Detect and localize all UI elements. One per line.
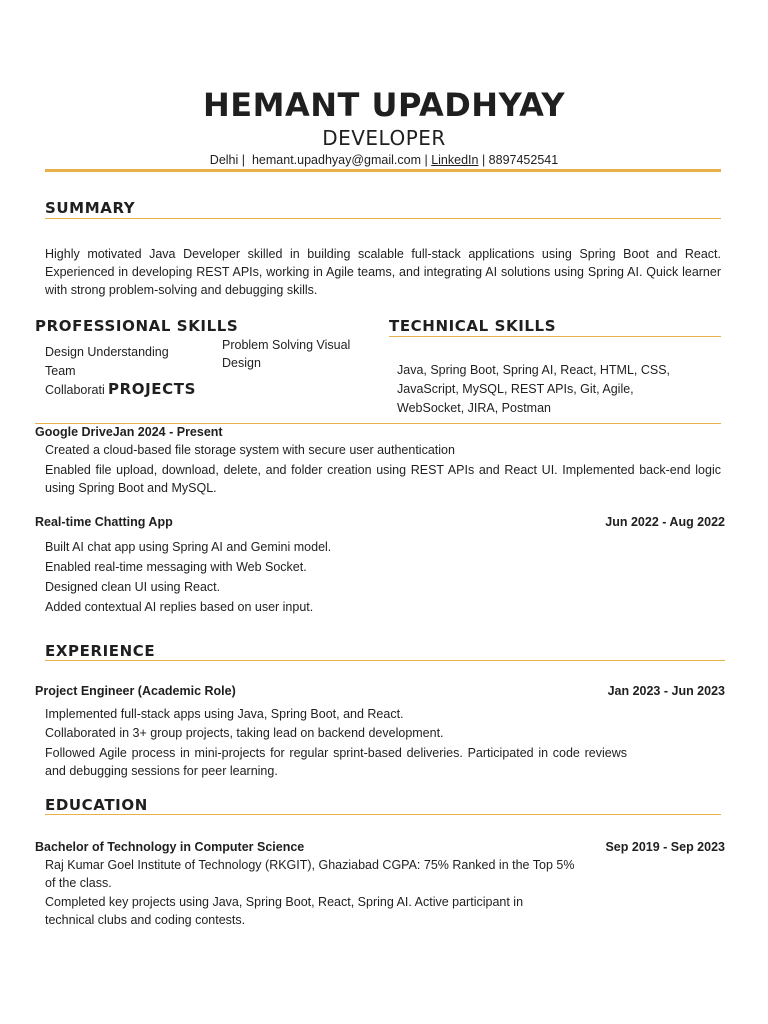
technical-skills-line: Java, Spring Boot, Spring AI, React, HTML, CSS, [397, 363, 671, 377]
project-bullet: Enabled file upload, download, delete, and folder creation using REST APIs and React UI. Implemented back-end logic using Spring Boot and MySQL. [45, 463, 721, 495]
education-bullet: Completed key projects using Java, Spring Boot, React, Spring AI. Active participant in technical clubs and coding contests. [45, 895, 524, 927]
skill-item: Collaborati [45, 383, 105, 397]
project-bullet: Designed clean UI using React. [45, 580, 221, 594]
technical-skills-divider [389, 336, 721, 337]
experience-divider [45, 660, 725, 661]
experience-bullet: Followed Agile process in mini-projects for regular sprint-based deliveries. Participated in code reviews and debugging sessions for peer learning. [45, 746, 627, 778]
professional-skills-heading: PROFESSIONAL SKILLS [35, 317, 239, 335]
summary-heading: SUMMARY [45, 199, 136, 217]
project-date: Jan 2024 - Present [112, 425, 223, 439]
summary-divider [45, 218, 721, 219]
experience-date: Jan 2023 - Jun 2023 [607, 684, 725, 698]
project-date: Jun 2022 - Aug 2022 [605, 515, 725, 529]
experience-title: Project Engineer (Academic Role) [35, 684, 236, 698]
project-bullet: Built AI chat app using Spring AI and Gemini model. [45, 540, 332, 554]
skill-item: Design [222, 356, 261, 370]
project-bullet: Created a cloud-based file storage system with secure user authentication [45, 443, 455, 457]
experience-bullet: Collaborated in 3+ group projects, taking lead on backend development. [45, 726, 444, 740]
skill-item: Team [45, 364, 76, 378]
experience-bullet: Implemented full-stack apps using Java, Spring Boot, and React. [45, 707, 404, 721]
education-heading: EDUCATION [45, 796, 148, 814]
linkedin-link[interactable]: LinkedIn [431, 153, 479, 167]
header-divider [45, 169, 721, 172]
candidate-name: HEMANT UPADHYAY [202, 86, 566, 124]
project-bullet: Enabled real-time messaging with Web Socket. [45, 560, 307, 574]
technical-skills-line: JavaScript, MySQL, REST APIs, Git, Agile, [397, 382, 634, 396]
contact-phone: 8897452541 [488, 153, 559, 167]
education-date: Sep 2019 - Sep 2023 [605, 840, 725, 854]
technical-skills-heading: TECHNICAL SKILLS [389, 317, 557, 335]
summary-text: Highly motivated Java Developer skilled in building scalable full-stack applications using Spring Boot and React. Experienced in developing REST APIs, working in Agile teams, and integrating AI solutions using Spring AI. Quick learner with strong problem-solving and debugging skills. [45, 247, 721, 297]
education-divider [45, 814, 721, 815]
projects-divider [35, 423, 721, 424]
candidate-role: DEVELOPER [322, 126, 446, 150]
project-title: Google Drive [35, 425, 113, 439]
contact-email[interactable]: hemant.upadhyay@gmail.com [251, 153, 421, 167]
contact-location: Delhi [209, 153, 239, 167]
education-bullet: Raj Kumar Goel Institute of Technology (RKGIT), Ghaziabad CGPA: 75% Ranked in the Top 5% of the class. [45, 858, 575, 890]
project-title-line [35, 425, 223, 439]
skill-item: Problem Solving Visual [222, 338, 351, 352]
experience-heading: EXPERIENCE [45, 642, 156, 660]
projects-heading: PROJECTS [108, 380, 196, 398]
education-title: Bachelor of Technology in Computer Science [35, 840, 305, 854]
technical-skills-line: WebSocket, JIRA, Postman [397, 401, 551, 415]
contact-line: Delhi | hemant.upadhyay@gmail.com | LinkedIn | 8897452541 [209, 153, 559, 167]
project-bullet: Added contextual AI replies based on user input. [45, 600, 314, 614]
skill-item: Design Understanding [45, 345, 169, 359]
project-title: Real-time Chatting App [35, 515, 173, 529]
